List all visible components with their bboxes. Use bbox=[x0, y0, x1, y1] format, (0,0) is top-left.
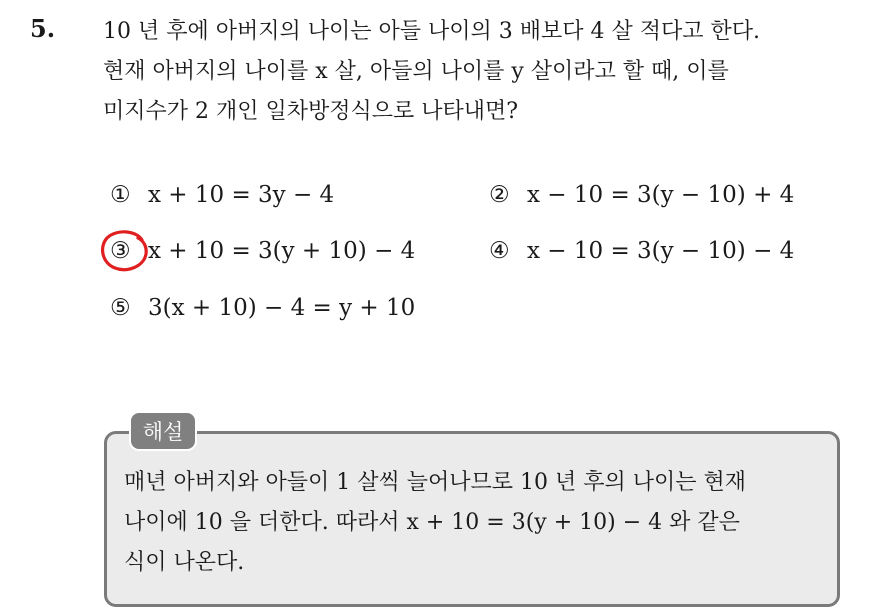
choice-3-mark: ③ bbox=[110, 238, 131, 264]
choice-5[interactable] bbox=[110, 295, 415, 321]
solution-line: 매년 아버지와 아들이 1 살씩 늘어나므로 10 년 후의 나이는 현재 bbox=[124, 470, 746, 495]
solution-text bbox=[124, 463, 824, 583]
choice-4-mark: ④ bbox=[489, 238, 510, 264]
solution-line: 식이 나온다. bbox=[124, 550, 245, 575]
choice-5-mark: ⑤ bbox=[110, 295, 131, 321]
choice-4[interactable] bbox=[489, 238, 794, 264]
question-line: 미지수가 2 개인 일차방정식으로 나타내면? bbox=[103, 99, 519, 124]
choice-2-expression: x − 10 = 3(y − 10) + 4 bbox=[527, 182, 795, 208]
choice-1[interactable] bbox=[110, 182, 334, 208]
choice-2-mark: ② bbox=[489, 182, 510, 208]
question-line: 10 년 후에 아버지의 나이는 아들 나이의 3 배보다 4 살 적다고 한다. bbox=[103, 19, 760, 44]
solution-line: 나이에 10 을 더한다. 따라서 x + 10 = 3(y + 10) − 4 와 같은 bbox=[124, 510, 740, 535]
answer-circle-mark bbox=[98, 226, 152, 274]
choice-2[interactable] bbox=[489, 182, 794, 208]
choice-1-expression: x + 10 = 3y − 4 bbox=[148, 182, 335, 208]
choice-1-mark: ① bbox=[110, 182, 131, 208]
solution-tag: 해설 bbox=[129, 411, 197, 451]
choice-5-expression: 3(x + 10) − 4 = y + 10 bbox=[148, 295, 416, 321]
choice-4-expression: x − 10 = 3(y − 10) − 4 bbox=[527, 238, 795, 264]
choice-3[interactable] bbox=[110, 238, 415, 264]
question-line: 현재 아버지의 나이를 x 살, 아들의 나이를 y 살이라고 할 때, 이를 bbox=[103, 59, 729, 84]
question-number: 5. bbox=[30, 14, 56, 43]
choice-3-expression: x + 10 = 3(y + 10) − 4 bbox=[148, 238, 416, 264]
question-text bbox=[103, 12, 873, 132]
